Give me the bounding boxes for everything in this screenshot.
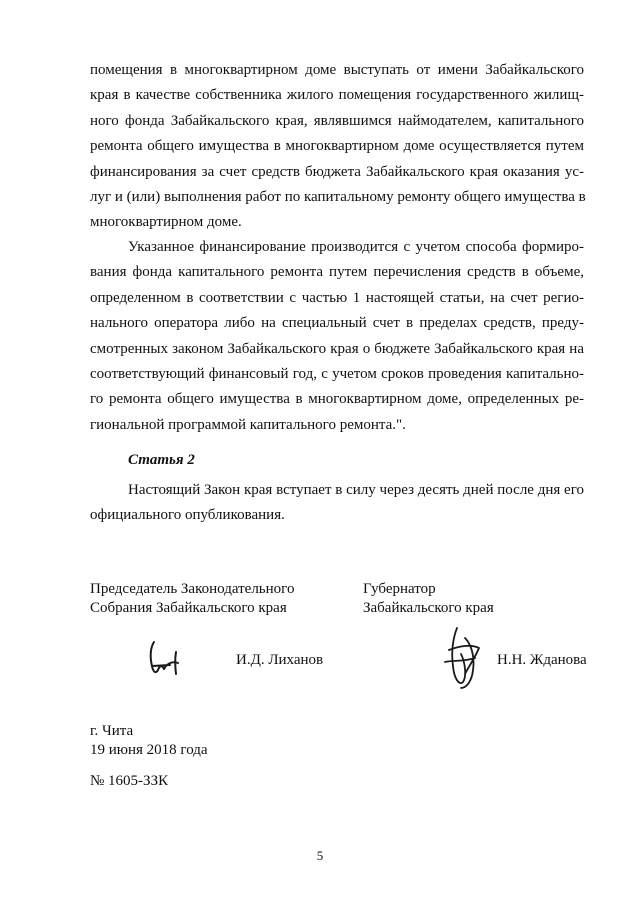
article-text <box>90 478 584 529</box>
paragraph-line: многоквартирном доме. <box>90 214 242 231</box>
paragraph-financing <box>90 235 584 438</box>
left-signatory-name: И.Д. Лиханов <box>236 652 324 668</box>
paragraph-line: ного фонда Забайкальского края, являвшимся наймодателем, капитального <box>90 112 584 129</box>
paragraph-line: нального оператора либо на специальный счет в пределах средств, преду- <box>90 315 584 332</box>
article-heading: Статья 2 <box>128 452 195 468</box>
paragraph-line: финансирования за счет средств бюджета Забайкальского края оказания ус- <box>90 163 584 180</box>
law-number: № 1605-ЗЗК <box>90 773 169 789</box>
right-signatory-title <box>363 580 494 618</box>
paragraph-line: соответствующий финансовый год, с учетом сроков проведения капитально- <box>90 366 584 383</box>
handwritten-signature-icon <box>435 622 491 692</box>
right-title-line: Губернатор <box>363 581 436 597</box>
right-signatory-name: Н.Н. Жданова <box>497 652 587 668</box>
paragraph-continuation <box>90 58 584 236</box>
right-title-line: Забайкальского края <box>363 600 494 616</box>
paragraph-line: го ремонта общего имущества в многоквартирном доме, определенных ре- <box>90 391 584 408</box>
paragraph-line: гиональной программой капитального ремонта.". <box>90 416 406 433</box>
paragraph-line: Указанное финансирование производится с учетом способа формиро- <box>128 239 584 255</box>
paragraph-line: луг и (или) выполнения работ по капитальному ремонту общего имущества в <box>90 189 586 206</box>
left-title-line: Собрания Забайкальского края <box>90 600 287 616</box>
place-and-date <box>90 722 208 760</box>
paragraph-line: помещения в многоквартирном доме выступать от имени Забайкальского <box>90 62 584 78</box>
paragraph-line: вания фонда капитального ремонта путем перечисления средств в объеме, <box>90 264 584 281</box>
city: г. Чита <box>90 723 134 739</box>
paragraph-line: определенном в соответствии с частью 1 настоящей статьи, на счет регио- <box>90 289 584 306</box>
paragraph-line: смотренных законом Забайкальского края о бюджете Забайкальского края на <box>90 340 584 357</box>
paragraph-line: ремонта общего имущества в многоквартирном доме осуществляется путем <box>90 138 584 155</box>
left-signatory-title <box>90 580 294 618</box>
signing-date: 19 июня 2018 года <box>90 742 208 758</box>
handwritten-signature-icon <box>140 638 188 678</box>
paragraph-line: официального опубликования. <box>90 507 285 524</box>
page-number: 5 <box>316 848 324 863</box>
left-title-line: Председатель Законодательного <box>90 581 295 597</box>
paragraph-line: Настоящий Закон края вступает в силу через десять дней после дня его <box>128 482 584 498</box>
paragraph-line: края в качестве собственника жилого помещения государственного жилищ- <box>90 87 584 104</box>
